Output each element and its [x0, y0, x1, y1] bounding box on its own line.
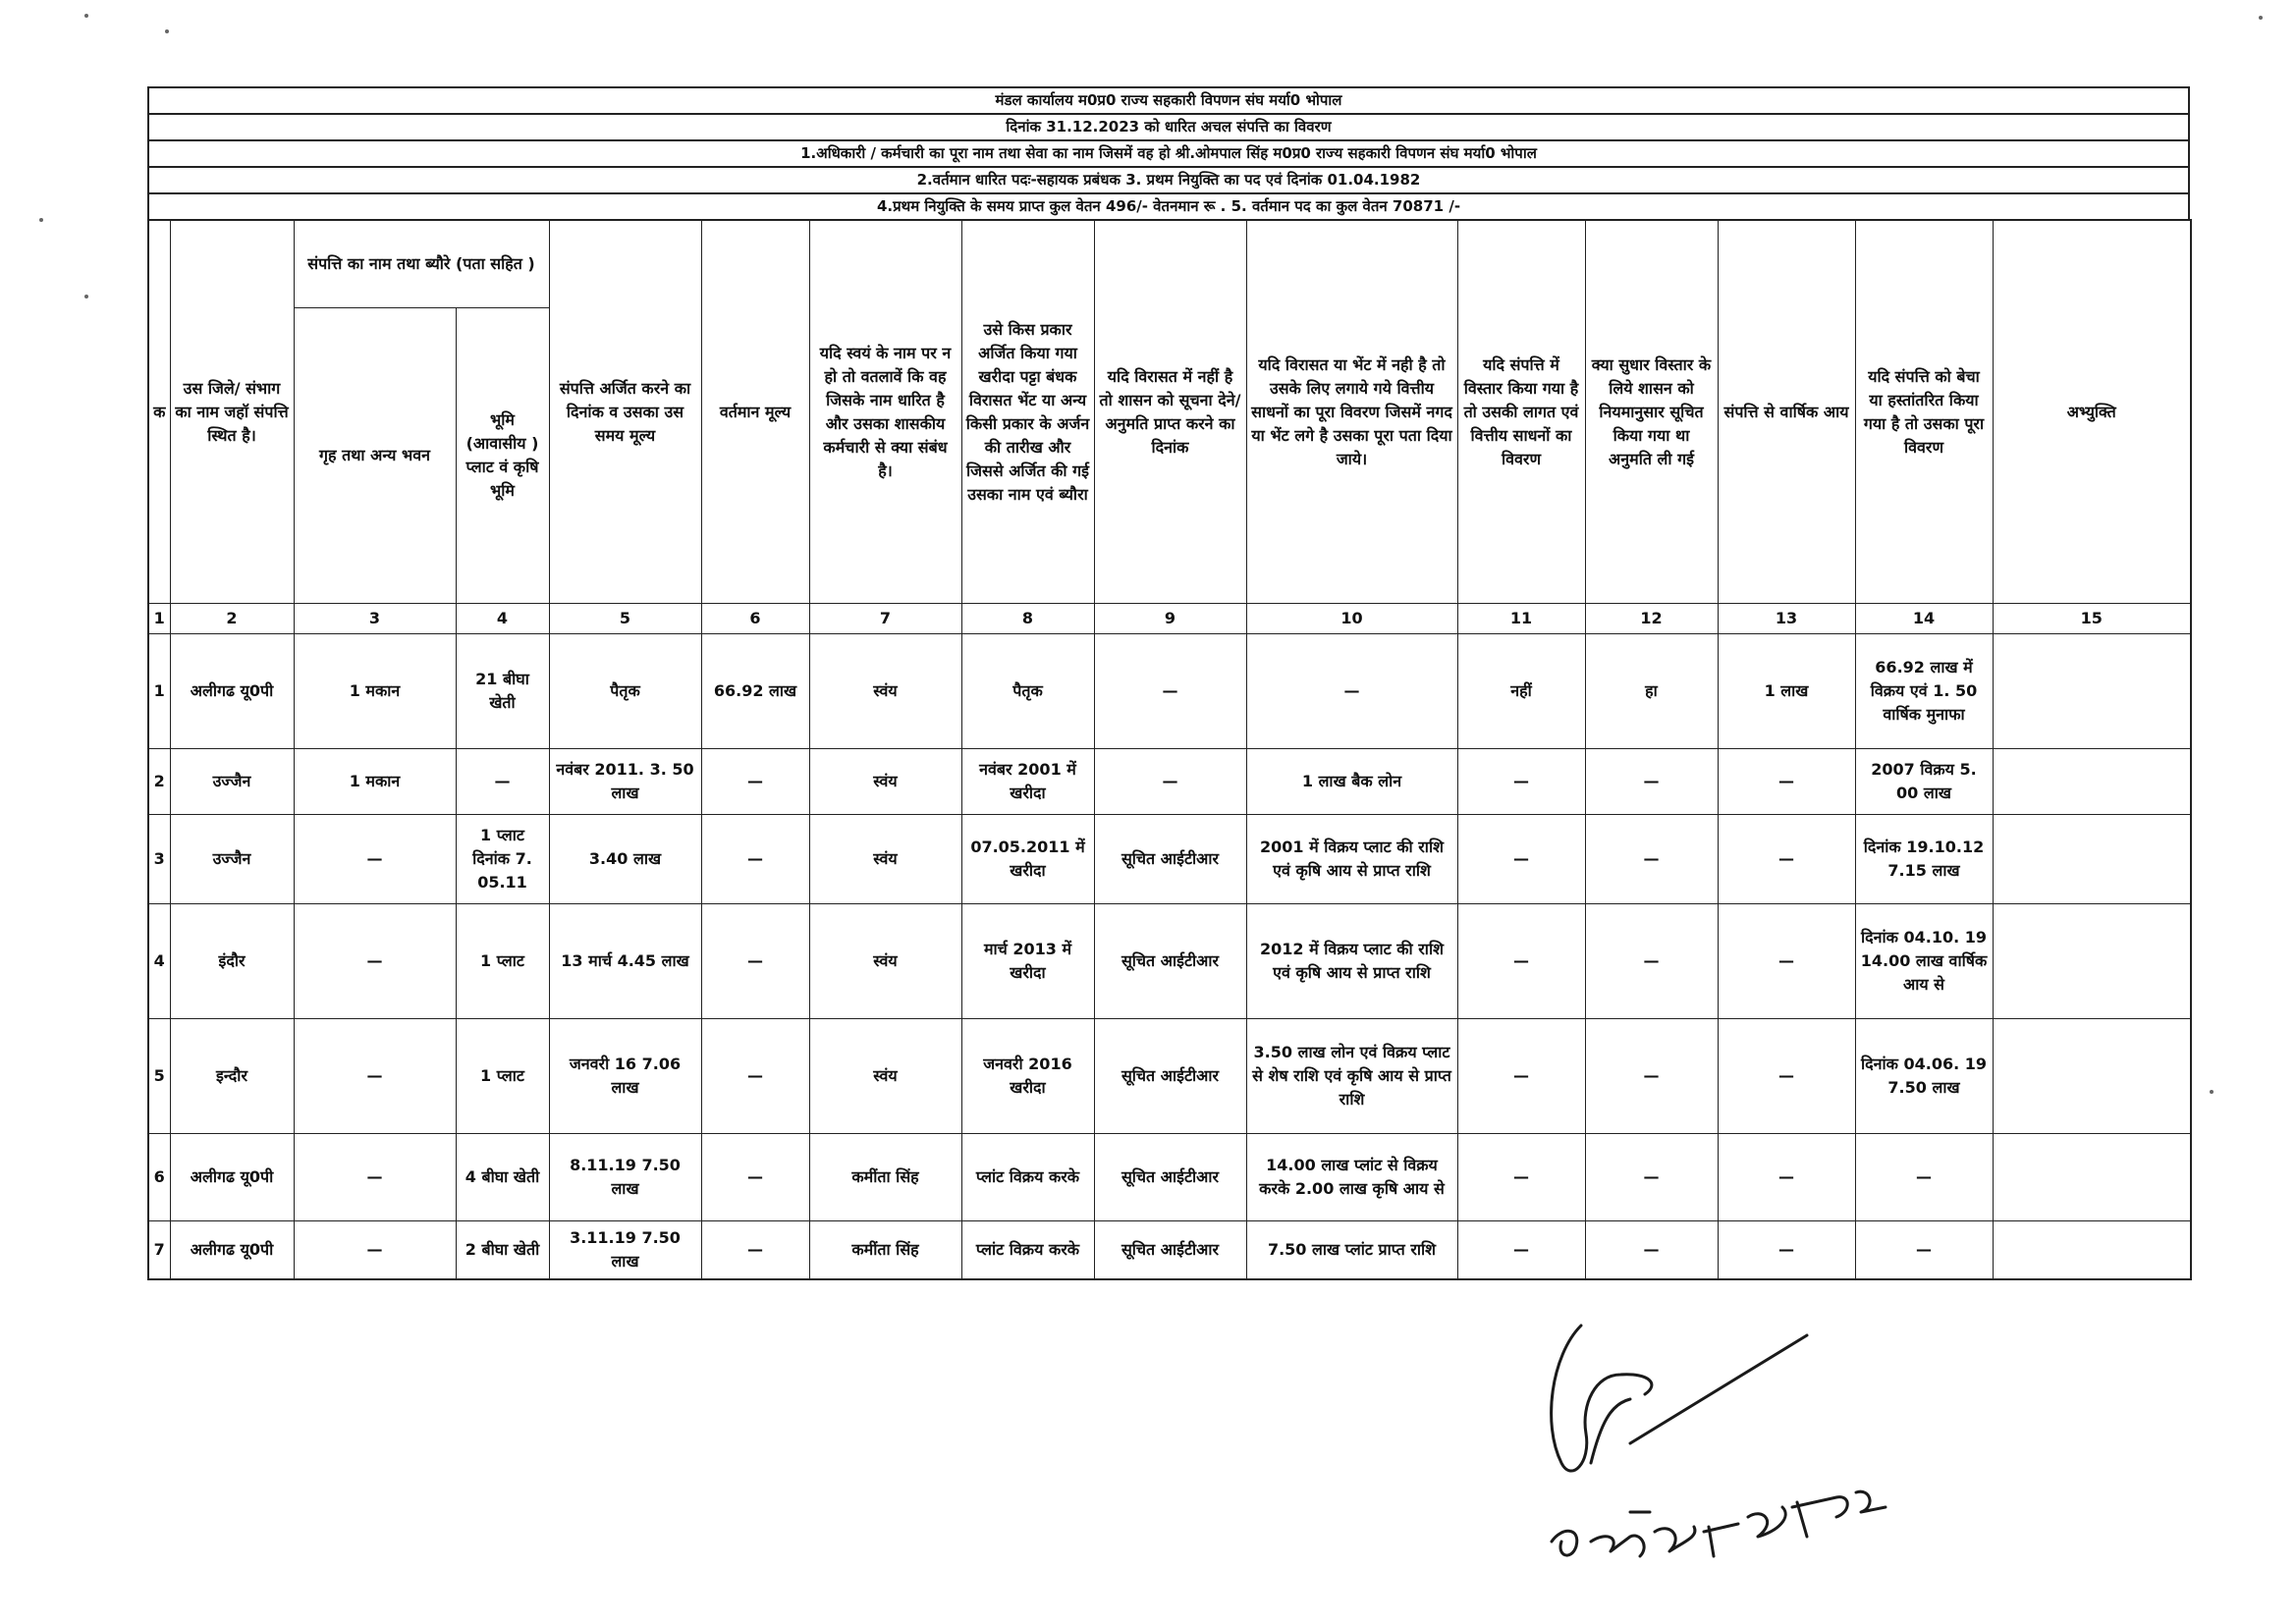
cell-expansion: —: [1457, 749, 1585, 815]
cell-finance: 2001 में विक्रय प्लाट की राशि एवं कृषि आय से प्राप्त राशि: [1246, 815, 1457, 904]
cell-permission: —: [1585, 904, 1718, 1019]
col-header-acquisition: संपत्ति अर्जित करने का दिनांक व उसका उस समय मूल्य: [549, 220, 701, 604]
cell-district: अलीगढ यू0पी: [170, 634, 294, 749]
column-number: 8: [961, 604, 1094, 634]
cell-annual-income: —: [1718, 904, 1855, 1019]
cell-intimation: सूचित आईटीआर: [1094, 1019, 1246, 1134]
cell-acquisition: 8.11.19 7.50 लाख: [549, 1134, 701, 1221]
col-header-house: गृह तथा अन्य भवन: [294, 308, 456, 604]
cell-acquisition: पैतृक: [549, 634, 701, 749]
signature: [1512, 1316, 1925, 1600]
cell-expansion: —: [1457, 1019, 1585, 1134]
cell-owner: कमींता सिंह: [809, 1134, 961, 1221]
cell-acquisition: जनवरी 16 7.06 लाख: [549, 1019, 701, 1134]
col-header-land: भूमि (आवासीय ) प्लाट वं कृषि भूमि: [456, 308, 549, 604]
cell-remarks: [1993, 749, 2191, 815]
scan-speck: [2259, 16, 2263, 20]
cell-intimation: सूचित आईटीआर: [1094, 1134, 1246, 1221]
cell-serial: 3: [148, 815, 170, 904]
cell-annual-income: —: [1718, 1134, 1855, 1221]
cell-acquisition-mode: जनवरी 2016 खरीदा: [961, 1019, 1094, 1134]
col-header-intimation: यदि विरासत में नहीं है तो शासन को सूचना देने/ अनुमति प्राप्त करने का दिनांक: [1094, 220, 1246, 604]
cell-expansion: नहीं: [1457, 634, 1585, 749]
property-statement-sheet: [147, 86, 2190, 1280]
cell-current-value: 66.92 लाख: [701, 634, 809, 749]
cell-house: —: [294, 1134, 456, 1221]
cell-sold: —: [1855, 1221, 1993, 1280]
cell-serial: 5: [148, 1019, 170, 1134]
cell-land: 1 प्लाट: [456, 904, 549, 1019]
cell-permission: —: [1585, 749, 1718, 815]
col-header-finance: यदि विरासत या भेंट में नही है तो उसके लिए लगाये गये वित्तीय साधनों का पूरा विवरण जिसमें नगद या भेंट लगे है उसका पूरा पता दिया जाये।: [1246, 220, 1457, 604]
col-header-sold: यदि संपत्ति को बेचा या हस्तांतरित किया गया है तो उसका पूरा विवरण: [1855, 220, 1993, 604]
cell-owner: स्वंय: [809, 815, 961, 904]
cell-finance: 2012 में विक्रय प्लाट की राशि एवं कृषि आय से प्राप्त राशि: [1246, 904, 1457, 1019]
cell-finance: 3.50 लाख लोन एवं विक्रय प्लाट से शेष राशि एवं कृषि आय से प्राप्त राशि: [1246, 1019, 1457, 1134]
column-number: 15: [1993, 604, 2191, 634]
cell-acquisition-mode: 07.05.2011 में खरीदा: [961, 815, 1094, 904]
cell-annual-income: —: [1718, 749, 1855, 815]
property-table: [147, 219, 2192, 1280]
cell-permission: —: [1585, 815, 1718, 904]
cell-land: 2 बीघा खेती: [456, 1221, 549, 1280]
cell-remarks: [1993, 904, 2191, 1019]
office-title: मंडल कार्यालय म0प्र0 राज्य सहकारी विपणन संघ मर्या0 भोपाल: [147, 86, 2190, 113]
column-number: 7: [809, 604, 961, 634]
cell-acquisition: 3.11.19 7.50 लाख: [549, 1221, 701, 1280]
cell-sold: 2007 विक्रय 5. 00 लाख: [1855, 749, 1993, 815]
designation-line: 2.वर्तमान धारित पदः-सहायक प्रबंधक 3. प्रथम नियुक्ति का पद एवं दिनांक 01.04.1982: [147, 166, 2190, 192]
cell-owner: स्वंय: [809, 749, 961, 815]
column-number: 3: [294, 604, 456, 634]
cell-current-value: —: [701, 1019, 809, 1134]
col-header-serial: क: [148, 220, 170, 604]
cell-annual-income: —: [1718, 815, 1855, 904]
cell-land: 21 बीघा खेती: [456, 634, 549, 749]
cell-permission: —: [1585, 1221, 1718, 1280]
cell-house: —: [294, 904, 456, 1019]
cell-acquisition-mode: मार्च 2013 में खरीदा: [961, 904, 1094, 1019]
scan-speck: [84, 295, 88, 298]
cell-land: 1 प्लाट: [456, 1019, 549, 1134]
cell-sold: दिनांक 04.10. 19 14.00 लाख वार्षिक आय से: [1855, 904, 1993, 1019]
cell-district: अलीगढ यू0पी: [170, 1221, 294, 1280]
cell-house: —: [294, 815, 456, 904]
cell-current-value: —: [701, 1221, 809, 1280]
col-header-permission: क्या सुधार विस्तार के लिये शासन को नियमानुसार सूचित किया गया था अनुमति ली गई: [1585, 220, 1718, 604]
cell-district: इंदौर: [170, 904, 294, 1019]
cell-land: 1 प्लाट दिनांक 7. 05.11: [456, 815, 549, 904]
col-header-property-group: संपत्ति का नाम तथा ब्यौरे (पता सहित ): [294, 220, 549, 308]
cell-land: —: [456, 749, 549, 815]
cell-intimation: सूचित आईटीआर: [1094, 1221, 1246, 1280]
scan-speck: [84, 14, 88, 18]
cell-permission: —: [1585, 1134, 1718, 1221]
cell-sold: —: [1855, 1134, 1993, 1221]
cell-district: इन्दौर: [170, 1019, 294, 1134]
cell-serial: 6: [148, 1134, 170, 1221]
table-row: [148, 1134, 2191, 1221]
cell-sold: दिनांक 04.06. 19 7.50 लाख: [1855, 1019, 1993, 1134]
column-number: 9: [1094, 604, 1246, 634]
cell-owner: स्वंय: [809, 634, 961, 749]
column-number: 4: [456, 604, 549, 634]
scan-speck: [2210, 1090, 2214, 1094]
col-header-remarks: अभ्युक्ति: [1993, 220, 2191, 604]
column-number: 1: [148, 604, 170, 634]
cell-intimation: सूचित आईटीआर: [1094, 815, 1246, 904]
cell-expansion: —: [1457, 1134, 1585, 1221]
cell-serial: 2: [148, 749, 170, 815]
col-header-expansion: यदि संपत्ति में विस्तार किया गया है तो उसकी लागत एवं वित्तीय साधनों का विवरण: [1457, 220, 1585, 604]
cell-acquisition: 13 मार्च 4.45 लाख: [549, 904, 701, 1019]
column-number: 11: [1457, 604, 1585, 634]
cell-acquisition-mode: प्लांट विक्रय करके: [961, 1134, 1094, 1221]
employee-name-line: 1.अधिकारी / कर्मचारी का पूरा नाम तथा सेवा का नाम जिसमें वह हो श्री.ओमपाल सिंह म0प्र0 राज्य सहकारी विपणन संघ मर्या0 भोपाल: [147, 139, 2190, 166]
cell-intimation: —: [1094, 634, 1246, 749]
table-row: [148, 1221, 2191, 1280]
cell-acquisition-mode: नवंबर 2001 में खरीदा: [961, 749, 1094, 815]
col-header-annual-income: संपत्ति से वार्षिक आय: [1718, 220, 1855, 604]
col-header-owner: यदि स्वयं के नाम पर न हो तो वतलावें कि वह जिसके नाम धारित है और उसका शासकीय कर्मचारी से क्या संबंध है।: [809, 220, 961, 604]
column-number: 10: [1246, 604, 1457, 634]
column-number: 5: [549, 604, 701, 634]
cell-owner: स्वंय: [809, 904, 961, 1019]
cell-current-value: —: [701, 815, 809, 904]
cell-finance: 1 लाख बैक लोन: [1246, 749, 1457, 815]
cell-serial: 7: [148, 1221, 170, 1280]
table-row: [148, 904, 2191, 1019]
col-header-current-value: वर्तमान मूल्य: [701, 220, 809, 604]
table-row: [148, 634, 2191, 749]
cell-house: 1 मकान: [294, 634, 456, 749]
column-number: 13: [1718, 604, 1855, 634]
scan-speck: [165, 29, 169, 33]
column-number: 2: [170, 604, 294, 634]
column-number-row: [148, 604, 2191, 634]
cell-land: 4 बीघा खेती: [456, 1134, 549, 1221]
cell-house: 1 मकान: [294, 749, 456, 815]
cell-house: —: [294, 1019, 456, 1134]
cell-intimation: —: [1094, 749, 1246, 815]
cell-owner: कमींता सिंह: [809, 1221, 961, 1280]
column-number: 12: [1585, 604, 1718, 634]
cell-expansion: —: [1457, 904, 1585, 1019]
cell-current-value: —: [701, 1134, 809, 1221]
cell-current-value: —: [701, 749, 809, 815]
cell-annual-income: —: [1718, 1221, 1855, 1280]
cell-acquisition: नवंबर 2011. 3. 50 लाख: [549, 749, 701, 815]
salary-line: 4.प्रथम नियुक्ति के समय प्राप्त कुल वेतन 496/- वेतनमान रू . 5. वर्तमान पद का कुल वेतन 70871 /-: [147, 192, 2190, 219]
cell-acquisition-mode: प्लांट विक्रय करके: [961, 1221, 1094, 1280]
cell-expansion: —: [1457, 1221, 1585, 1280]
cell-annual-income: 1 लाख: [1718, 634, 1855, 749]
column-number: 6: [701, 604, 809, 634]
cell-district: अलीगढ यू0पी: [170, 1134, 294, 1221]
table-row: [148, 749, 2191, 815]
cell-remarks: [1993, 1019, 2191, 1134]
cell-acquisition: 3.40 लाख: [549, 815, 701, 904]
col-header-district: उस जिले/ संभाग का नाम जहॉ संपत्ति स्थित है।: [170, 220, 294, 604]
cell-remarks: [1993, 1134, 2191, 1221]
cell-permission: —: [1585, 1019, 1718, 1134]
cell-current-value: —: [701, 904, 809, 1019]
cell-finance: 14.00 लाख प्लांट से विक्रय करके 2.00 लाख कृषि आय से: [1246, 1134, 1457, 1221]
cell-finance: 7.50 लाख प्लांट प्राप्त राशि: [1246, 1221, 1457, 1280]
cell-expansion: —: [1457, 815, 1585, 904]
cell-house: —: [294, 1221, 456, 1280]
cell-intimation: सूचित आईटीआर: [1094, 904, 1246, 1019]
cell-sold: 66.92 लाख में विक्रय एवं 1. 50 वार्षिक मुनाफा: [1855, 634, 1993, 749]
cell-serial: 4: [148, 904, 170, 1019]
cell-serial: 1: [148, 634, 170, 749]
cell-annual-income: —: [1718, 1019, 1855, 1134]
cell-district: उज्जैन: [170, 749, 294, 815]
cell-sold: दिनांक 19.10.12 7.15 लाख: [1855, 815, 1993, 904]
cell-district: उज्जैन: [170, 815, 294, 904]
table-row: [148, 815, 2191, 904]
statement-title: दिनांक 31.12.2023 को धारित अचल संपत्ति का विवरण: [147, 113, 2190, 139]
cell-finance: —: [1246, 634, 1457, 749]
col-header-acquisition-mode: उसे किस प्रकार अर्जित किया गया खरीदा पट्टा बंधक विरासत भेंट या अन्य किसी प्रकार के अर्जन की तारीख और जिससे अर्जित की गई उसका नाम एवं ब्यौरा: [961, 220, 1094, 604]
scan-speck: [39, 218, 43, 222]
cell-owner: स्वंय: [809, 1019, 961, 1134]
column-number: 14: [1855, 604, 1993, 634]
cell-permission: हा: [1585, 634, 1718, 749]
table-row: [148, 1019, 2191, 1134]
cell-remarks: [1993, 1221, 2191, 1280]
cell-acquisition-mode: पैतृक: [961, 634, 1094, 749]
cell-remarks: [1993, 634, 2191, 749]
cell-remarks: [1993, 815, 2191, 904]
